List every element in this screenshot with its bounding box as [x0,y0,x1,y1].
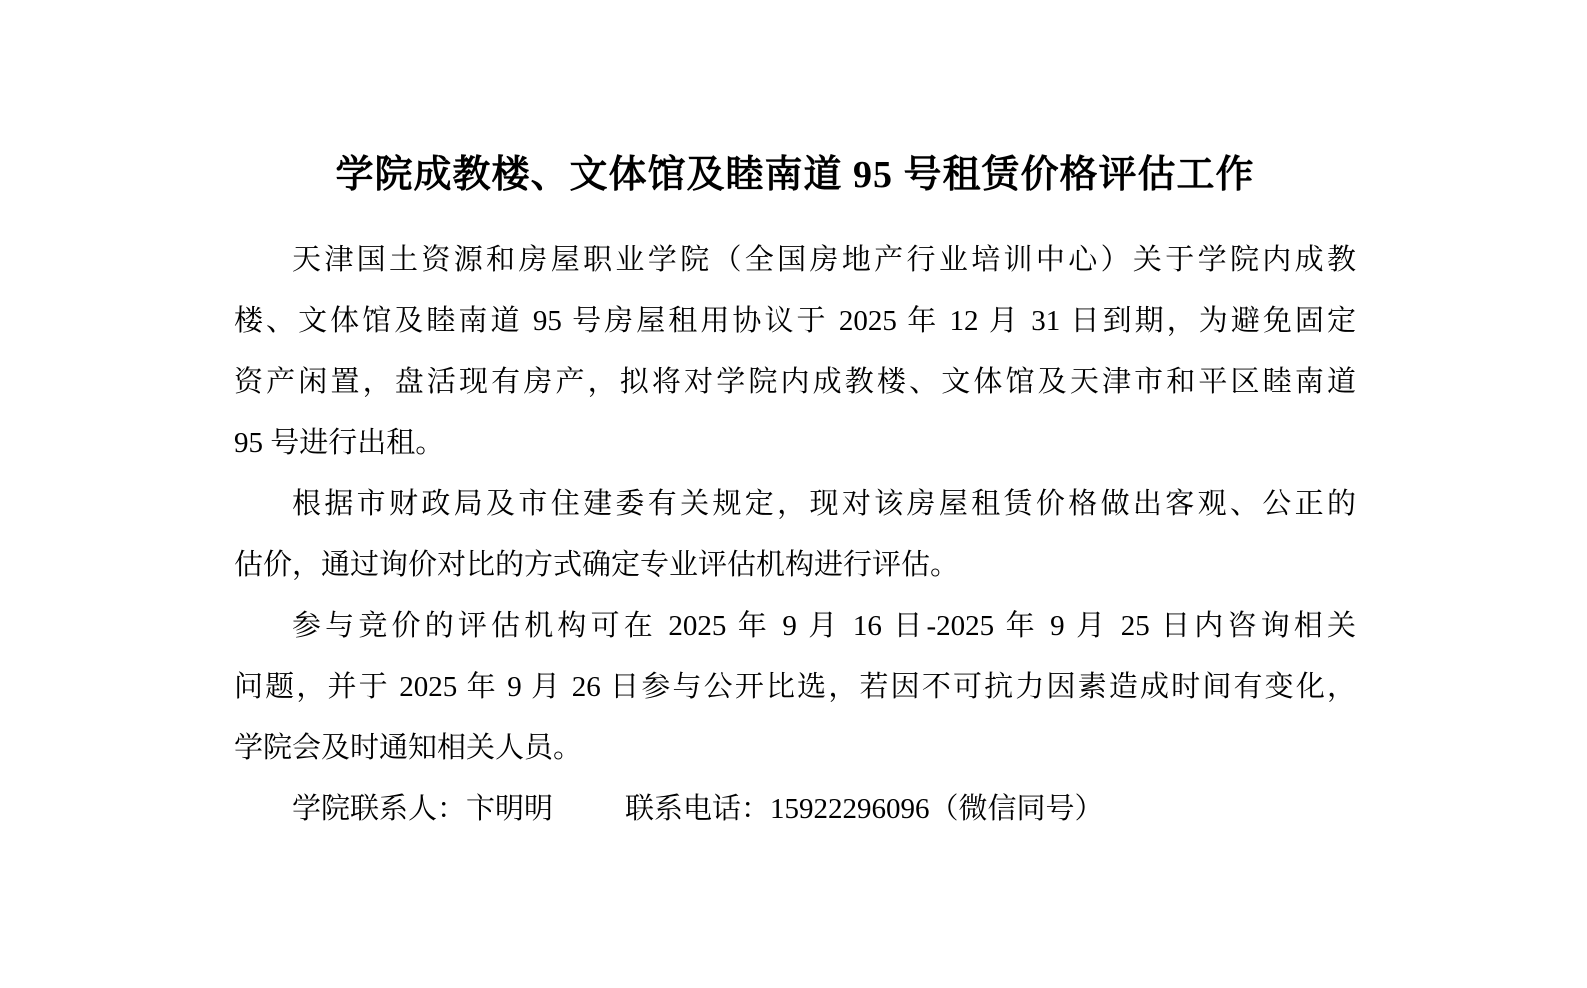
paragraph-1-line-2: 楼、文体馆及睦南道 95 号房屋租用协议于 2025 年 12 月 31 日到期，为避免固定 [234,305,1356,337]
paragraph-1-line-3: 资产闲置，盘活现有房产，拟将对学院内成教楼、文体馆及天津市和平区睦南道 [234,366,1356,398]
paragraph-3-line-2: 问题，并于 2025 年 9 月 26 日参与公开比选，若因不可抗力因素造成时间有变化， [234,671,1356,703]
document-body [234,230,1356,840]
paragraph-3-line-1: 参与竞价的评估机构可在 2025 年 9 月 16 日-2025 年 9 月 25 日内咨询相关 [292,610,1356,642]
paragraph-1-line-1: 天津国土资源和房屋职业学院（全国房地产行业培训中心）关于学院内成教 [292,244,1356,276]
contact-phone-number: 15922296096 [770,793,930,825]
contact-phone-note: （微信同号） [929,793,1104,825]
paragraph-3-line-3: 学院会及时通知相关人员。 [234,732,583,764]
document-title: 学院成教楼、文体馆及睦南道 95 号租赁价格评估工作 [335,154,1255,196]
paragraph-1-line-4: 95 号进行出租。 [234,427,445,459]
contact-line [234,779,1356,840]
paragraph-2-line-2: 估价，通过询价对比的方式确定专业评估机构进行评估。 [234,549,960,581]
contact-person-name: 卞明明 [466,793,554,825]
paragraph-2-line-1: 根据市财政局及市住建委有关规定，现对该房屋租赁价格做出客观、公正的 [292,488,1356,520]
contact-person-label: 学院联系人： [292,793,467,825]
contact-phone-label: 联系电话： [625,793,771,825]
